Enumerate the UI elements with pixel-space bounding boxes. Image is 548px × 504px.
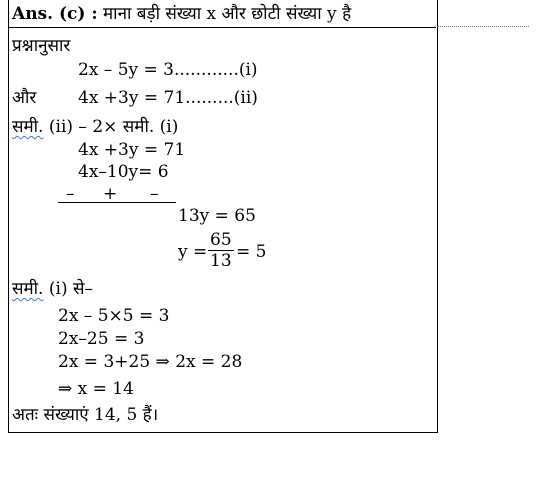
equation-2: 4x +3y = 71.........(ii) [78, 88, 258, 108]
fraction-numerator: 65 [210, 230, 232, 250]
prashna-label: प्रश्नानुसार [12, 36, 71, 56]
fraction [208, 230, 234, 271]
substitution-label: समी. [12, 279, 44, 299]
dotted-rule [437, 26, 529, 27]
calc-line-2: 2x–25 = 3 [58, 329, 145, 349]
sign-minus-2: – [150, 184, 159, 204]
substitution-line [12, 279, 93, 299]
y-lhs: y = [178, 242, 208, 262]
calc-line-3: 2x = 3+25 ⇒ 2x = 28 [58, 352, 243, 372]
final-answer: अतः संख्याएं 14, 5 हैं। [12, 405, 159, 425]
calc-line-1: 2x – 5×5 = 3 [58, 306, 170, 326]
answer-statement: माना बड़ी संख्या x और छोटी संख्या y है [103, 4, 352, 24]
operation-line [12, 117, 178, 137]
substitution-text: (i) से– [48, 279, 93, 299]
stack-line-1: 4x +3y = 71 [78, 140, 186, 160]
result-13y: 13y = 65 [178, 206, 256, 226]
aur-label: और [12, 88, 37, 108]
sign-minus-1: – [66, 184, 75, 204]
operation-text: (ii) – 2× समी. (i) [48, 117, 179, 137]
operation-label: समी. [12, 117, 44, 137]
equation-1: 2x – 5y = 3............(i) [78, 60, 258, 80]
answer-line [12, 4, 351, 24]
stack-line-2: 4x–10y= 6 [78, 162, 169, 182]
answer-label: Ans. (c) : [12, 4, 98, 24]
calc-line-4: ⇒ x = 14 [58, 379, 134, 399]
y-rhs: = 5 [236, 242, 267, 262]
sign-plus: + [103, 184, 118, 204]
subtraction-rule [58, 202, 176, 203]
fraction-denominator: 13 [210, 251, 232, 271]
